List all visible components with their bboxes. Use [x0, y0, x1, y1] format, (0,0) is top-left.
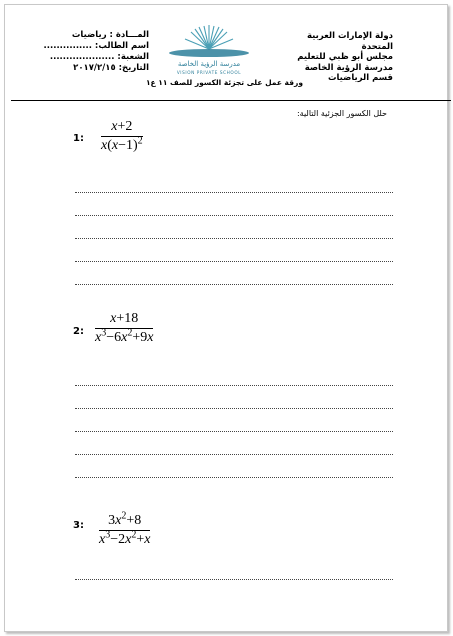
- subject-line: المـــادة : رياضيات: [71, 30, 149, 40]
- logo-text: مدرسة الرؤية الخاصة: [177, 60, 241, 68]
- numerator: x+18: [110, 311, 139, 326]
- denominator: $x^3-2x^2+x$: [99, 529, 151, 547]
- answer-line: [75, 408, 393, 409]
- denominator: $x(x-1)^2$: [101, 135, 143, 153]
- question-number: 3:: [73, 520, 84, 531]
- logo-icon: [159, 19, 259, 79]
- answer-line: [75, 477, 393, 478]
- answer-line: [75, 454, 393, 455]
- worksheet-title: ورقة عمل على تجزئة الكسور للصف ١١ ع١: [145, 78, 303, 87]
- instruction-text: حلل الكسور الجزئية التالية:: [296, 109, 387, 118]
- answer-line: [75, 238, 393, 239]
- worksheet-page: [4, 4, 448, 632]
- fraction-q3: [99, 510, 151, 548]
- fraction-bar: [101, 136, 143, 137]
- student-info: [43, 30, 149, 74]
- answer-line: [75, 385, 393, 386]
- section-line: الشعبة: ....................: [49, 52, 149, 62]
- fraction-q1: [101, 119, 143, 154]
- student-name-line: اسم الطالب: ...............: [43, 41, 149, 51]
- answer-line: [75, 284, 393, 285]
- denominator: $x^3-6x^2+9x$: [95, 327, 154, 345]
- date-line: التاريخ: ٢٠١٧/٢/١٥: [73, 63, 149, 73]
- numerator: x+2: [111, 119, 133, 134]
- answer-line: [75, 579, 393, 580]
- header-divider: [11, 100, 451, 101]
- answer-line: [75, 431, 393, 432]
- logo-text-en: VISION PRIVATE SCHOOL: [176, 70, 242, 75]
- question-number: 1:: [73, 133, 84, 144]
- school-header: [273, 31, 393, 84]
- numerator: $3x^2+8$: [108, 510, 142, 528]
- answer-line: [75, 215, 393, 216]
- header-line: قسم الرياضيات: [327, 73, 393, 83]
- fraction-q2: [95, 311, 153, 346]
- header-line: دولة الإمارات العربية المتحدة: [307, 31, 393, 52]
- header-line: مدرسة الرؤية الخاصة: [304, 62, 393, 73]
- question-number: 2:: [73, 326, 84, 337]
- header-line: مجلس أبو ظبي للتعليم: [297, 52, 393, 62]
- answer-line: [75, 261, 393, 262]
- answer-line: [75, 192, 393, 193]
- school-logo: [159, 19, 259, 79]
